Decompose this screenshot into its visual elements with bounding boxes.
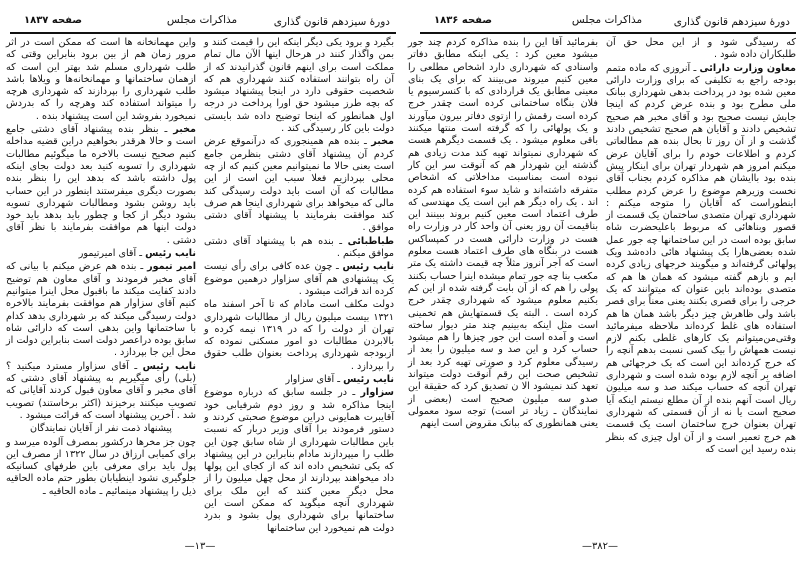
paragraph-text: ـ چون عده کافی برای رأی نیست یک پیشنهادی هم آقای سزاوار درهمین موضوع کرده اند قرائت میشود . bbox=[204, 261, 394, 297]
paragraph-text: بگیرد و برود یکی دیگر اینکه این را قیمت کنند و بمن واگذار کنند در هرحال اینها الآن مال تمام مملکت است برای اینهم قانون گذرانیدند که از آن راه بتوانند استفاده کنند شهرداری هم که شخصیت حقوقی دارد در اینجا پیشنهاد میشود که بچه طرز میشود حق اورا پرداخت در درجه اول همانطور که اینجا توضیح داده شد بایستی دولت باین کار رسیدگی کند . bbox=[204, 37, 394, 135]
paragraph-text: ـ آقای امیرتیمور bbox=[78, 248, 143, 260]
paragraph bbox=[6, 261, 196, 359]
text-column-left bbox=[6, 37, 196, 527]
speaker-name: امیر تیمور bbox=[147, 261, 196, 273]
paragraph-text: ـ بنظر بنده پیشنهاد آقای دشتی جامع است و حالا هرقدر بخواهیم دراین قضیه مداخله کنیم صحیح نیست بالاخره ما میگوئیم مطالبات شهرداری را تسویه کنید بعد دولت بجای اینکه پول داشته باشد که بدهد این را بنظر بنده بصورت دیگری میفرستند اینطور در این حساب باید روشن بشود ومطالبات شهرداری تسویه بشود دیگر از کجا و چطور باید بدهد باید خود دولت اینها هم موافقت بفرمایند با نظر آقای دشتی . bbox=[6, 124, 196, 246]
text-column-right bbox=[204, 37, 395, 534]
paragraph bbox=[6, 423, 196, 435]
speaker-name: معاون وزارت دارائی bbox=[699, 62, 796, 74]
page-number-label: صفحه ۱۸۳۶ bbox=[434, 15, 493, 26]
paragraph bbox=[204, 387, 394, 535]
page-number-label: صفحه ۱۸۳۷ bbox=[24, 15, 83, 26]
speaker-name: نایب رئیس bbox=[342, 261, 395, 273]
page-footer-number: —۱۳— bbox=[184, 541, 216, 552]
header-rule bbox=[10, 32, 396, 34]
paragraph-text: ـ آقای سزاوار مسترد میکنید ؟ (بلی) رأی میگیریم به پیشنهاد آقای دشتی که آقای مخبر و آقای معاون قبول کردند آقایانی که تصویب میکنند برخیزند (اکثر برخاستند) تصویب شد . آخرین پیشنهاد است که قرائت میشود . bbox=[6, 360, 196, 421]
paragraph bbox=[606, 37, 796, 62]
paragraph-text: ـ آقای سزاوار bbox=[285, 374, 341, 386]
paragraph-text: بفرمائید آقا این را بنده مذاکره کردم چند جور میشود معین کرد : یکی اینکه مطابق دفاتر واسنادی که شهرداری دارد اشخاص مطلعی را معین کنیم میروند می‌بینند که برای یک بنای معینی مطابق یک قراردادی که با کنسرسیوم یا فلان بنگاه ساختمانی کرده است چقدر خرج کرده است رقمش را ازتوی دفاتر بیرون میآورند و یک پولهائی را که گرفته است منتها میکنند باقی معلوم میشود . یک قسمت دیگرهم هست که شهرداری نمیتواند تهیه کند مدت زیادی هم گذشته این شهردار هم که آنوقت سر این کار نبوده است بمناسبت مداخلاتی که اشخاص متفرقه داشته‌اند و شاید سوء استفاده هم کرده اند . یک راه دیگر هم این است یک مهندسی که طرف اعتماد است معین کنیم بروند ببینند این بناقیمت آن روز یعنی آن واحد کار در وزارت راه هست در وزارت دارائی هست در کمپساکس هست در بنگاه های طرف اعتماد هست معلوم است که آجر آنروز مثلاً چه قیمت داشته یک متر مکعب بنا چه جور تمام میشده اینرا حساب بکنند پولی را هم که از آن بابت گرفته شده از این کم بکنیم معلوم میشود که شهرداری چقدر خرج کرده است . البته یک قسمتهایش هم تخمینی است مثل اینکه به‌بینیم چند متر دیوار ساخته است و آمده است این جور چیزها را هم میشود حساب کرد و این صد و سه میلیون را بعد از رسیدگی معلوم کرد و صورتی تهیه کرد بعد از تشخیص صحت این رقم آنوقت دولت میتواند تعهد کند نمیشود الا ن تصدیق کرد که حقیقة این صدو سه میلیون صحیح است (بعضی از نمایندگان ـ زیاد تر است) توجه سود معمولی یعنی همانطوری که ببانک مقروض است اینهم bbox=[408, 37, 598, 430]
speaker-name: نایب رئیس bbox=[343, 374, 394, 386]
paragraph bbox=[204, 261, 394, 298]
page-header bbox=[420, 14, 794, 32]
header-rule bbox=[420, 32, 796, 34]
speaker-name: مخبر bbox=[371, 136, 394, 148]
paragraph-text: ـ بنده هم با پیشنهاد آقای دشتی موافق میکنم . bbox=[204, 235, 394, 260]
paragraph bbox=[6, 361, 196, 422]
page-footer-number: —۳۸۲— bbox=[581, 541, 619, 552]
paragraph-text: چون جز مخرها درکشور بمصرف آلوده میرسد و برای کمیابی ارزاق در سال ۱۳۲۲ از مصرف این پول باید برای معرفی باین طرفهای کسانیکه جلوگیری نشود اینطیابان بطور حتم ماده الحاقیه ذیل را پیشنهاد مینمائیم ـ ماده الحاقیه ـ bbox=[6, 436, 196, 497]
right-page bbox=[400, 0, 800, 561]
paragraph bbox=[204, 136, 394, 234]
speaker-name: سزاوار bbox=[360, 387, 394, 399]
paragraph-text: واین مهمانخانه ها است که ممکن است در اثر مرور زمان هم از بین برود بنابراین وقتی که طلب شهرداری مسلم شد بهتر این است که ازهمان ساختمانها و مهمانخانه‌ها و ویلاها باشد طلب شهرداری را بپردازند که شهرداری هرچه را میتواند استفاده کند وهرچه را که بدردش نمیخورد بفروشد این است پیشنهاد بنده . bbox=[6, 37, 196, 122]
speaker-name: مخبر bbox=[173, 124, 196, 136]
paragraph bbox=[606, 63, 796, 457]
paragraph bbox=[204, 299, 394, 373]
paragraph-text: ـ در جلسه سابق که درباره موضوع اینجا مذاکره شد و روز دوم شرفیابی خود آقایبرت همایونی دراین موضوع صحبتی کردند و دستور فرمودند برا آقای وزیر دربار که نسبت باین مطالبات شهرداری از شاه سابق چون این طلب را میپردازند مادام بنابراین در این پیشنهاد که یکی تشخیص داده اند که از کجای این پولها داد میخواهند بپردازند از محل چهل میلیون را از محل دیگر معین کنند که این ملک برای شهرداری آنچه میگوید که ممکن است این ساختمانها برای شهرداری پول بشود و بدرد دولت هم نمیخورد این ساختمانها bbox=[204, 387, 394, 534]
paragraph-text: ـ بنده هم همینجوری که درآنموقع عرض کردم آن پیشنهاد آقای دشتی بنظرمن جامع است یعنی حالا ما نمیتوانیم معین کنیم که از چه محلی بپردازیم فعلا سبب این است از این مطالبات که آن است باید دولت رسیدگی کند مالی که میخواهد برای شهرداری اینجا هم صرف کند موافقت بفرمایند با پیشنهاد آقای دشتی موافق . bbox=[204, 136, 394, 234]
paragraph bbox=[204, 37, 394, 135]
text-column-right bbox=[606, 37, 796, 527]
paragraph bbox=[6, 437, 196, 498]
paragraph-text: ـ آنروزی که ماده متمم بودجه راجع به تکلیفی که برای وزارت دارائی معین شده بود در پرداخت بدهی شهرداری ببانک ملی مطرح بود و بنده عرض کردم که اینجا جایش نیست صحیح بود و آقای مخبر هم صحیح تشخیص دادند و آقایان هم صحیح تشخیص دادند گذشت و از آن روز تا بحال بنده هم مطالعاتی کردم و اطلاعات خودم را برای آقایان عرض میکنم امروز هم شهردار تهران برای اینکار پیش بنده بود باایشان هم مذاکره کردم بجناب آقای نخست وزیرهم موضوع را عرض کردم مطلب اینطوراست که آقایان را متوجه میکنم : شهرداری تهران متصدی ساختمان یک قسمت از قصور وبناهائی که مربوط باعلیحضرت شاه سابق بوده است در این ساختمانها چه جور عمل شده بعضی‌هارا یک پیشنهاد هائی داده‌شد ویک پولهائی گرفته‌اند و میگویند خرجهای زیادی کرده ایم و بازهم گفته میشود که همان ها هم که متصدی بوده‌اند باین عنوان که میتوانند که یک خرجی را برای قصری بکنند یعنی معناً برای قصر باشد ولی ظاهرش چیز دیگر باشد همان ها هم استفاده های غلط کرده‌اند ملاحظه میفرمائید وقتی‌من‌میتوانم یک کارهای غلطی بکنم لازم نیست همهاش را بیک کسی نسبت بدهم آنچه را که خرج کرده‌اند این است که یک خرجهائی هم اضافه بر آنچه لازم بوده شده است و شهرداری تهران آنچه که حساب میکند صد و سه میلیون ریال است آنهم بنده از آن مطلع نیستم اینکه آیا صحیح است یا نه از آن قسمتی که شهرداری تهران بعنوان خرج ساختمان است یک قسمت هم خرج تعمیر است و از آن اول چیزی که بنظر بنده رسید این است که bbox=[606, 62, 796, 455]
paragraph bbox=[6, 248, 196, 260]
paragraph bbox=[408, 37, 598, 431]
speaker-name: طباطبائی bbox=[347, 235, 394, 247]
running-title: مذاکرات مجلس bbox=[571, 14, 643, 26]
paragraph bbox=[6, 124, 196, 247]
speaker-name: نایب رئیس bbox=[145, 248, 196, 260]
paragraph-text: که رسیدگی شود و از این محل حق آن طلبکاران داده شود . bbox=[606, 37, 796, 61]
paragraph bbox=[6, 37, 196, 123]
paragraph-text: دولت مکلف است مادام که تا آخر اسفند ماه ۱۳۲۱ بیست میلیون ریال از مطالبات شهرداری تهران از دولت را که در ۱۳۱۹ نیمه کرده و بالابردن مطالبات دو امور مسکنی نموده که ازبودجه شهرداری پرداخت بعنوان طلب حقوق را بپردازد . bbox=[204, 299, 394, 372]
page-header bbox=[10, 14, 394, 32]
session-title: دورهٔ سیزدهم قانون گذاری bbox=[273, 16, 390, 28]
running-title: مذاکرات مجلس bbox=[166, 14, 238, 26]
paragraph bbox=[204, 374, 394, 386]
paragraph-text: ـ بنده هم عرض میکنم با بیانی که آقای مخبر فرمودند و آقای معاون هم توضیح دادند کفایت میکند ما باقبول محل اینرا میتوانیم کنیم آقای سزاوار هم موافقت بفرمایند بالاخره دولت رسیدگی میکند که بر شهرداری بدهد کدام با ساختمانها واین بدهی است که دارائی شاه سابق بوده دراعصر دولت است بنابراین دولت از محل این جا بپردازد . bbox=[6, 261, 196, 359]
paragraph-text: پیشنهاد ذمت نفر از آقایان نمایندگان bbox=[30, 423, 172, 435]
speaker-name: نایب رئیس bbox=[142, 360, 196, 372]
text-column-left bbox=[408, 37, 598, 527]
paragraph bbox=[204, 236, 394, 261]
session-title: دورهٔ سیزدهم قانون گذاری bbox=[673, 16, 790, 28]
